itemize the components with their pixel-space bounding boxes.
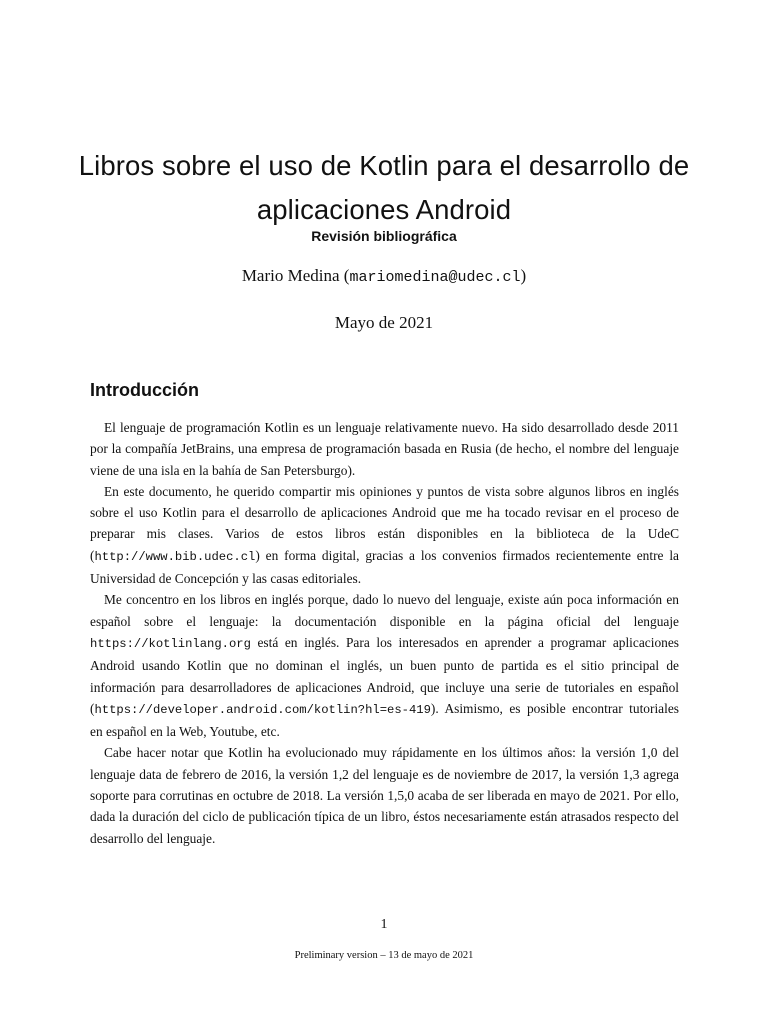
paragraph-1: El lenguaje de programación Kotlin es un lenguaje relativamente nuevo. Ha sido desarrollado desde 2011 por la compañía JetBrains, una empresa de programación basada en Rusia (de hecho, el nombre del lenguaje viene de una isla en la bahía de San Petersburgo). <box>90 420 679 478</box>
paragraph-2 <box>90 481 679 589</box>
url-kotlinlang: https://kotlinlang.org <box>90 636 251 651</box>
paragraph-3-text-a: Me concentro en los libros en inglés porque, dado lo nuevo del lenguaje, existe aún poca información en español sobre el lenguaje: la documentación disponible en la página oficial del lenguaje <box>90 592 679 629</box>
document-date: Mayo de 2021 <box>334 313 434 332</box>
section-body <box>90 417 679 849</box>
paragraph-3 <box>90 589 679 742</box>
document-title: Libros sobre el uso de Kotlin para el desarrollo de aplicaciones Android <box>78 150 690 225</box>
section-heading: Introducción <box>90 380 199 400</box>
author-close-paren: ) <box>520 266 527 285</box>
author-line <box>60 266 708 286</box>
document-subtitle: Revisión bibliográfica <box>311 228 457 244</box>
paragraph-2-text-a: En este documento, he querido compartir mis opiniones y puntos de vista sobre algunos libros en inglés sobre el uso Kotlin para el desarrollo de aplicaciones Android que me ha tocado revisar en el proceso de preparar mis clases. Varios de estos libros están disponibles en la biblioteca de la UdeC ( <box>90 483 679 563</box>
author-open-paren: ( <box>339 266 350 285</box>
url-bib-udec: http://www.bib.udec.cl <box>94 549 256 564</box>
author-name: Mario Medina <box>241 266 340 285</box>
author-email: mariomedina@udec.cl <box>349 269 521 286</box>
paragraph-4: Cabe hacer notar que Kotlin ha evolucionado muy rápidamente en los últimos años: la versión 1,0 del lenguaje data de febrero de 2016, la versión 1,2 del lenguaje es de noviembre de 2017, la versión 1,3 agrega soporte para corrutinas en octubre de 2018. La versión 1,5,0 acaba de ser liberada en mayo de 2021. Por ello, dada la duración del ciclo de publicación típica de un libro, éstos necesariamente están atrasados respecto del desarrollo del lenguaje. <box>90 745 679 846</box>
url-android-developer: https://developer.android.com/kotlin?hl=es-419 <box>94 702 431 717</box>
paragraph-2-text-b: ) en forma digital, gracias a los convenios firmados recientemente entre la Universidad de Concepción y las casas editoriales. <box>90 547 679 587</box>
page-footer: Preliminary version – 13 de mayo de 2021 <box>294 950 474 961</box>
paragraph-3-text-b: está en inglés. Para los interesados en aprender a programar aplicaciones Android usando Kotlin que no dominan el inglés, un buen punto de partida es el sitio principal de información para desarrolladores de aplicaciones Android, que incluye una serie de tutoriales en español ( <box>90 634 679 716</box>
page-number: 1 <box>380 917 388 932</box>
paragraph-3-text-c: ). Asimismo, es posible encontrar tutoriales en español en la Web, Youtube, etc. <box>90 700 679 740</box>
